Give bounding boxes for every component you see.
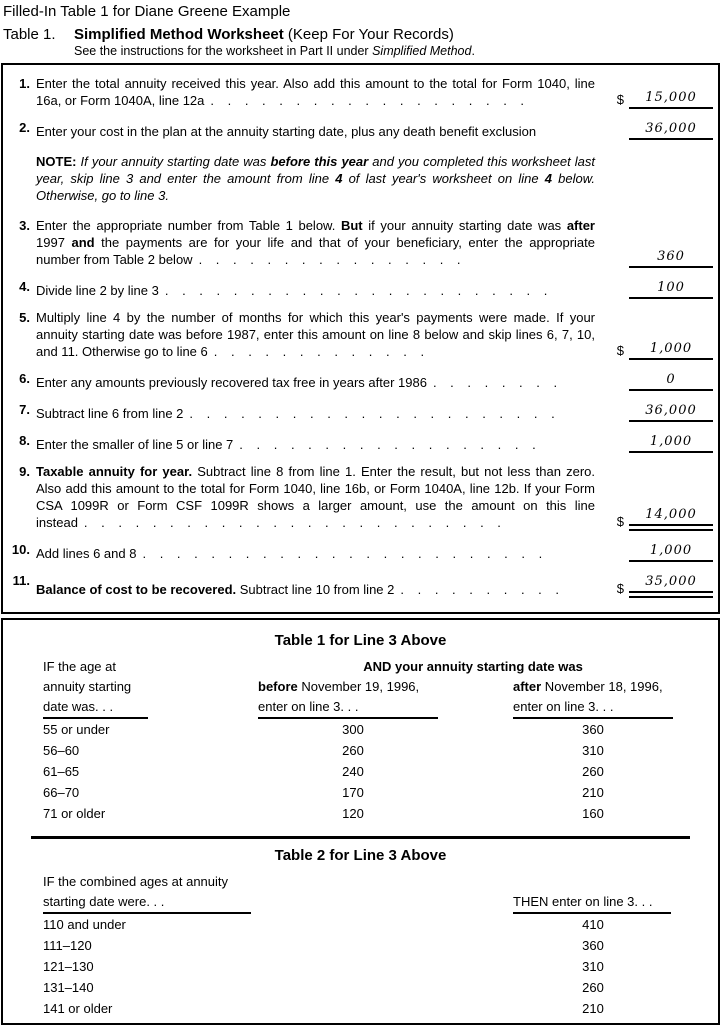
table-row [3,915,718,935]
age-range-cell: 55 or under [43,722,110,737]
text-segment: the payments are for your life and that of your beneficiary, enter the appropriate number from Table 2 below [36,235,595,267]
lookup-tables-box [1,618,720,1025]
amount-cell [595,370,713,391]
amount-underline [629,88,713,109]
amount-underline [629,339,713,360]
table-2-col1-header-line: IF the combined ages at annuity [43,874,229,889]
caption-sub-text: See the instructions for the worksheet in Part II under [74,44,373,58]
item-number: 9. [19,464,30,479]
text-segment: Taxable annuity for year. [36,464,193,479]
caption-label: Table 1. [3,26,56,43]
table-row [3,783,718,803]
table-1-col3-rest: November 18, 1996, [541,679,663,694]
table-1-subheaders [258,677,718,719]
table-2-header [3,872,718,914]
text-segment: Add lines 6 and 8 [36,546,137,561]
line3-value-cell: 410 [582,917,604,932]
amount-underline [629,370,713,391]
line3-value-cell: 210 [582,1001,604,1016]
text-segment: Enter the appropriate number from Table 1 below. [36,218,341,233]
before-value-cell: 260 [342,743,364,758]
age-range-cell: 56–60 [43,743,80,758]
worksheet-box [1,63,720,614]
item-number: 4. [19,279,30,294]
table-1-right-header [258,657,718,719]
item-number: 8. [19,433,30,448]
item-text [36,309,595,360]
table-row [3,741,718,761]
item-text [36,463,595,531]
item-number: 3. [19,218,30,233]
dot-leader: . . . . . . . . . . . . . . . . [198,252,466,267]
combined-ages-cell: 141 or older [43,1001,113,1016]
table-2 [3,847,718,1019]
dollar-sign: $ [616,514,624,529]
text-segment: Subtract line 6 from line 2 [36,406,184,421]
dot-leader: . . . . . . . . . . . . . . . . . . . . . . . . . [83,515,506,530]
item-number: 2. [19,120,30,135]
text-segment: before this year [270,154,369,169]
table-row [3,804,718,824]
table-row [3,720,718,740]
text-segment: Balance of cost to be recovered. [36,582,237,597]
worksheet-item [3,572,713,598]
item-number: 1. [19,76,30,91]
combined-ages-cell: 131–140 [43,980,94,995]
table-1-header [3,657,718,719]
table-1-col2-rest: November 19, 1996, [297,679,420,694]
table-1-col3-header-line [513,677,683,697]
table-1-col2-header [258,677,448,719]
item-text [36,123,595,140]
amount-cell [595,119,713,140]
amount-value: 1,000 [649,434,693,449]
amount-value: 100 [657,280,685,295]
table-caption [1,26,720,59]
line3-value-cell: 360 [582,938,604,953]
item-number: 5. [19,310,30,325]
text-segment: 4 [335,171,343,186]
item-number: 11. [12,573,30,588]
before-value-cell: 300 [342,722,364,737]
amount-value: 35,000 [645,574,697,589]
after-value-cell: 360 [582,722,604,737]
table-1-col3-header-underline: enter on line 3. . . [513,697,673,719]
table-1-rows [3,720,718,824]
amount-cell [595,339,713,360]
caption-subtitle [74,44,720,59]
table-1-col3-bold: after [513,679,542,694]
table-2-col2-header [513,892,713,914]
table-1-col1-header-line: IF the age at [43,659,116,674]
dot-leader: . . . . . . . . . . . . . . . . . . . . . . . . [142,546,548,561]
text-segment: Subtract line 8 from line 1. Enter the result, but not less than zero. Also add this amount to the total for Form 1040, line 16b, or Form 1040A, line 12b. If your Form CSA 1099R or Form CSF 1099R shows a larger amount, use the amount on this line instead [36,464,595,530]
item-number: 7. [19,402,30,417]
text-segment: and [71,235,95,250]
amount-cell [595,88,713,109]
amount-value: 14,000 [645,507,697,522]
amount-underline [629,572,713,598]
dot-leader: . . . . . . . . . . . . . . . . . . . . . . [189,406,560,421]
text-segment: Enter the total annuity received this year. Also add this amount to the total for Form 1040, line 16a, or Form 1040A, line 12a [36,76,595,108]
item-text [36,581,595,598]
caption-paren: (Keep For Your Records) [283,26,454,43]
text-segment: If your annuity starting date was [76,154,271,169]
item-text [36,374,595,391]
item-number: 10. [11,542,30,557]
text-segment: below. Otherwise, go to line 3. [36,171,595,203]
table-1-col1-header-line: annuity starting [43,679,132,694]
before-value-cell: 240 [342,764,364,779]
table-1-title: Table 1 for Line 3 Above [274,632,447,649]
text-segment: if your annuity starting date was [362,218,567,233]
combined-ages-cell: 111–120 [43,938,92,953]
text-segment: 1997 [36,235,72,250]
amount-cell [595,401,713,422]
dot-leader: . . . . . . . . . . . . . . . . . . [239,437,541,452]
text-segment: Enter any amounts previously recovered tax free in years after 1986 [36,375,427,390]
amount-underline [629,401,713,422]
dot-leader: . . . . . . . . . . . . . . . . . . . [210,93,530,108]
amount-value: 36,000 [645,403,697,418]
amount-value: 1,000 [649,543,693,558]
after-value-cell: 160 [582,806,604,821]
text-segment: after [566,218,595,233]
dot-leader: . . . . . . . . . . . . . . . . . . . . . . . [164,283,553,298]
caption-main [74,26,720,59]
text-segment: But [340,218,363,233]
table-row [3,957,718,977]
dot-leader: . . . . . . . . . . . . . [213,344,430,359]
amount-underline [629,278,713,299]
amount-cell [595,432,713,453]
table-row [3,978,718,998]
amount-value: 0 [666,372,676,387]
text-segment: Enter your cost in the plan at the annuity starting date, plus any death benefit exclusion [36,124,537,139]
table-1-col3-header [513,677,683,719]
age-range-cell: 66–70 [43,785,80,800]
after-value-cell: 260 [582,764,604,779]
worksheet-item [3,541,713,562]
tables-divider [31,836,690,839]
amount-underline [629,119,713,140]
text-segment: of last year's worksheet on line [342,171,545,186]
combined-ages-cell: 121–130 [43,959,94,974]
item-number: 6. [19,371,30,386]
table-2-col1-header [43,872,473,914]
table-row [3,936,718,956]
amount-underline [629,432,713,453]
line3-value-cell: 310 [582,959,604,974]
amount-value: 1,000 [649,341,693,356]
table-1-span-header: AND your annuity starting date was [363,659,583,674]
worksheet-item [3,75,713,109]
item-text [36,405,595,422]
table-row [3,762,718,782]
worksheet-note [3,153,713,204]
caption-title-line [74,26,720,43]
dot-leader: . . . . . . . . [432,375,563,390]
worksheet-item [3,432,713,453]
table-row [3,999,718,1019]
amount-value: 360 [657,249,685,264]
amount-value: 36,000 [645,121,697,136]
table-1-col1-header [43,657,258,719]
item-text [36,436,595,453]
text-segment: NOTE: [36,154,77,169]
table-1-col2-header-underline: enter on line 3. . . [258,697,438,719]
text-segment: and you completed this worksheet last year, skip line 3 and enter the amount from line [36,154,595,186]
item-text [36,75,595,109]
before-value-cell: 120 [342,806,364,821]
amount-underline [629,505,713,531]
caption-sub-italic: Simplified Method [372,44,472,58]
dollar-sign: $ [616,92,624,107]
text-segment: Multiply line 4 by the number of months for which this year's payments were made. If your annuity starting date was before 1987, enter this amount on line 8 below and skip lines 6, 7, 10, and 11. Otherwise go to line 6 [36,310,595,359]
amount-cell [595,541,713,562]
item-text [36,545,595,562]
after-value-cell: 210 [582,785,604,800]
amount-cell [595,278,713,299]
table-2-title: Table 2 for Line 3 Above [274,847,447,864]
table-1-col2-header-line [258,677,448,697]
amount-cell [595,505,713,531]
worksheet-item [3,217,713,268]
before-value-cell: 170 [342,785,364,800]
page-title: Filled-In Table 1 for Diane Greene Example [3,3,291,20]
worksheet-item [3,119,713,140]
table-2-col2-header-underline: THEN enter on line 3. . . [513,892,671,914]
age-range-cell: 61–65 [43,764,80,779]
amount-underline [629,541,713,562]
worksheet-item [3,370,713,391]
text-segment: Subtract line 10 from line 2 [236,582,395,597]
note-text [36,153,595,204]
age-range-cell: 71 or older [43,806,106,821]
table-1-col1-header-underline: date was. . . [43,697,148,719]
caption-title: Simplified Method Worksheet [74,26,284,43]
table-2-rows [3,915,718,1019]
combined-ages-cell: 110 and under [43,917,126,932]
dollar-sign: $ [616,343,624,358]
dot-leader: . . . . . . . . . . [400,582,564,597]
table-1-col2-bold: before [258,679,298,694]
caption-sub-period: . [471,44,475,58]
worksheet-item [3,401,713,422]
item-text [36,282,595,299]
dollar-sign: $ [616,581,624,596]
worksheet-item [3,278,713,299]
worksheet-item [3,463,713,531]
amount-cell [595,247,713,268]
after-value-cell: 310 [582,743,604,758]
amount-value: 15,000 [645,90,697,105]
text-segment: Divide line 2 by line 3 [36,283,159,298]
text-segment: 4 [544,171,552,186]
amount-cell [595,572,713,598]
text-segment: Enter the smaller of line 5 or line 7 [36,437,234,452]
worksheet-item [3,309,713,360]
table-2-col1-header-underline: starting date were. . . [43,892,251,914]
item-text [36,217,595,268]
line3-value-cell: 260 [582,980,604,995]
table-1 [3,632,718,824]
amount-underline [629,247,713,268]
